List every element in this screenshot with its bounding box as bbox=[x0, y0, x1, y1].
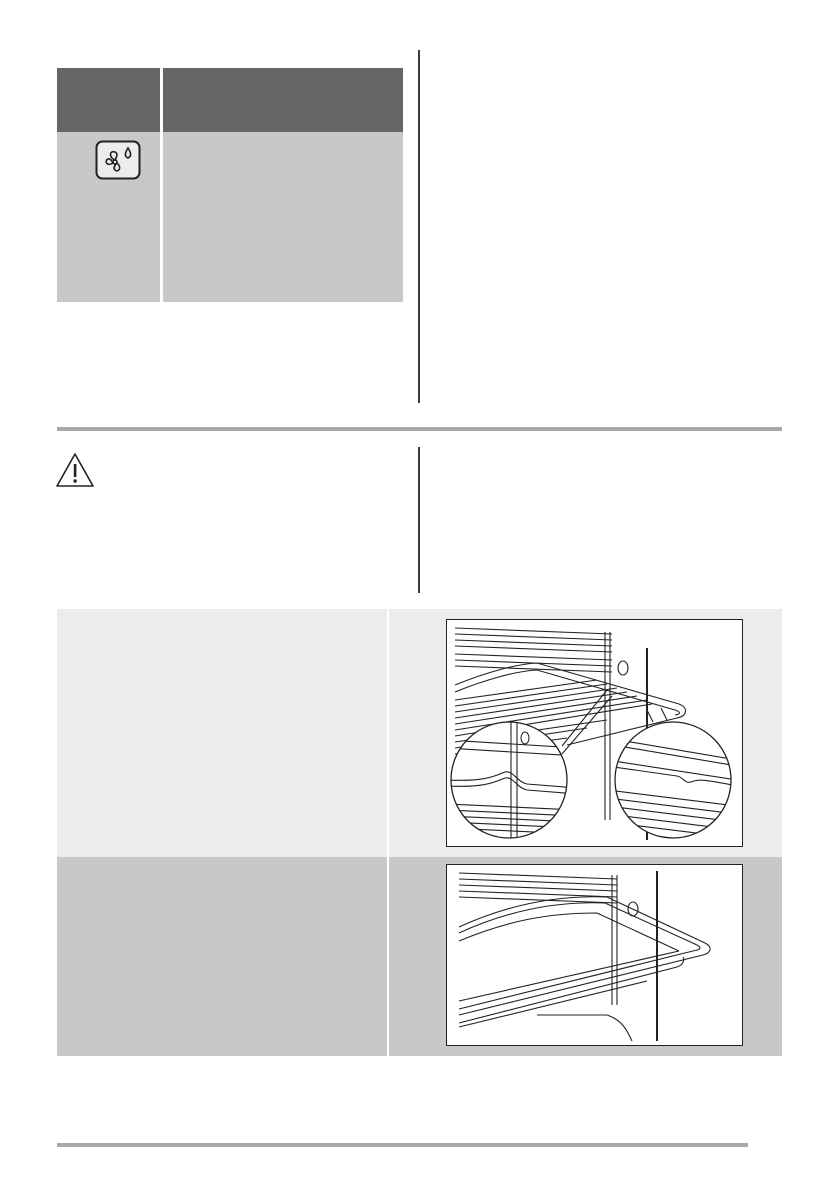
wire-shelf-insertion-illustration bbox=[446, 619, 743, 847]
footer-rule bbox=[57, 1143, 748, 1147]
row-column-divider bbox=[387, 609, 389, 1056]
table-divider bbox=[160, 68, 163, 302]
table-cell-description bbox=[163, 132, 403, 302]
column-rule-warning bbox=[418, 447, 420, 593]
section-rule bbox=[57, 427, 782, 431]
warning-triangle-icon bbox=[55, 452, 95, 488]
table-header-function bbox=[163, 68, 403, 132]
column-rule-top bbox=[418, 50, 420, 403]
instruction-row-1-text bbox=[57, 609, 387, 857]
fan-with-droplets-icon bbox=[95, 140, 141, 180]
warning-text bbox=[100, 455, 400, 585]
deep-pan-insertion-illustration bbox=[446, 864, 743, 1046]
instruction-row-2-text bbox=[57, 857, 387, 1056]
table-header-symbol bbox=[57, 68, 160, 132]
